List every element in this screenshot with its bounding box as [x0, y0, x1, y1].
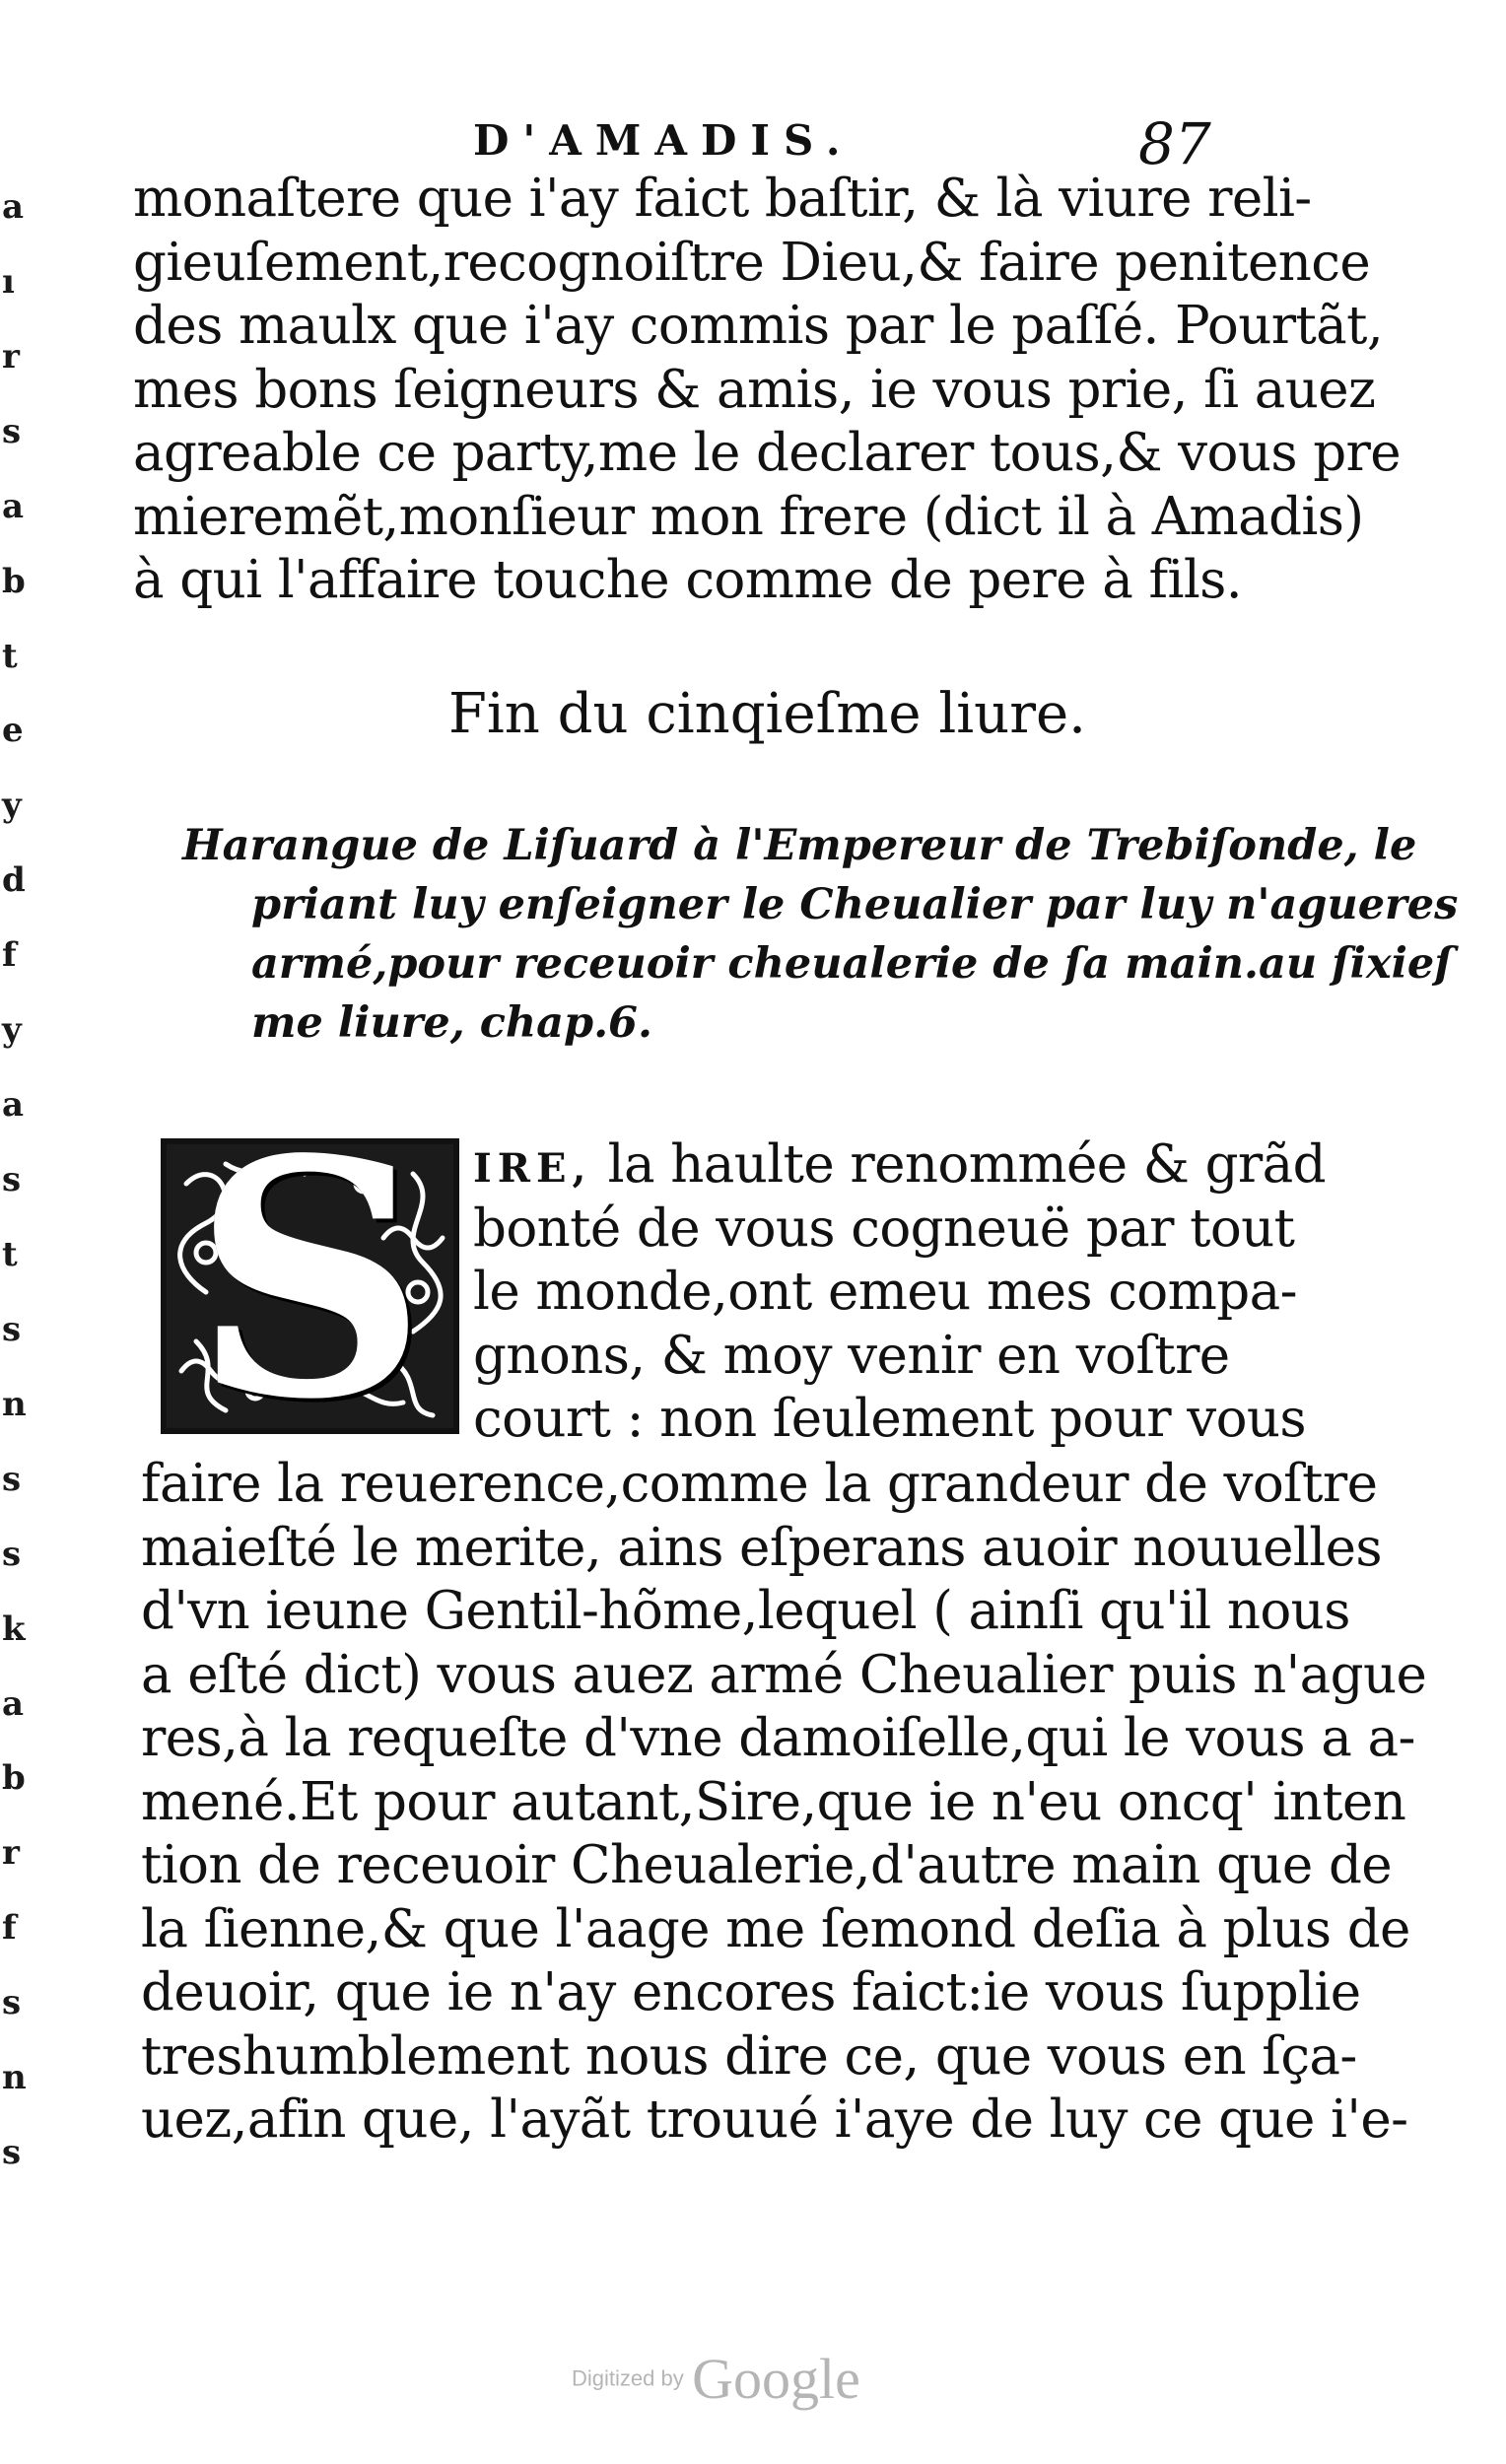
- paragraph-2-beside-cap: [473, 1133, 1326, 1452]
- facing-page-bleed: [0, 187, 30, 2208]
- bleed-glyph: b: [2, 1758, 26, 1799]
- bleed-glyph: a: [2, 1085, 25, 1126]
- digitization-watermark: [572, 2346, 860, 2412]
- bleed-glyph: b: [2, 561, 26, 601]
- bleed-glyph: a: [2, 187, 25, 227]
- dropcap-letter: S: [192, 1138, 428, 1434]
- text-line: deuoir, que ie n'ay encores faict:ie vous ſupplie: [141, 1962, 1361, 2022]
- bleed-glyph: s: [2, 2133, 22, 2173]
- bleed-glyph: n: [2, 2058, 27, 2098]
- text-line: a eſté dict) vous auez armé Cheualier puis n'ague: [141, 1644, 1427, 1705]
- paragraph-1: [133, 168, 1402, 613]
- bleed-glyph: s: [2, 1160, 22, 1200]
- google-logo: Google: [692, 2347, 860, 2411]
- text-line: d'vn ieune Gentil-hõme,lequel ( ainſi qu'il nous: [141, 1581, 1350, 1641]
- chapter-heading: [182, 816, 1459, 1053]
- bleed-glyph: n: [2, 1384, 27, 1424]
- bleed-glyph: ı: [2, 261, 15, 302]
- page-number: 87: [1138, 110, 1211, 177]
- bleed-glyph: f: [2, 1908, 17, 1949]
- text-line: court : non ſeulement pour vous: [473, 1389, 1307, 1449]
- book-explicit: Fin du cinqieſme liure.: [448, 682, 1086, 746]
- opening-word: IRE,: [473, 1145, 592, 1192]
- bleed-glyph: t: [2, 1234, 18, 1274]
- text-line: gnons, & moy venir en voſtre: [473, 1325, 1230, 1386]
- opening-line-rest: la haulte renommée & grãd: [591, 1134, 1326, 1195]
- text-line: mes bons ſeigneurs & amis, ie vous prie, ſi auez: [133, 359, 1376, 420]
- bleed-glyph: k: [2, 1608, 26, 1649]
- text-line: agreable ce party,me le declarer tous,& vous pre: [133, 423, 1402, 483]
- text-line: res,à la requeſte d'vne damoiſelle,qui le vous a a-: [141, 1708, 1415, 1768]
- bleed-glyph: r: [2, 1833, 20, 1874]
- heading-line: me liure, chap.6.: [251, 998, 652, 1048]
- bleed-glyph: a: [2, 486, 25, 526]
- watermark-prefix: Digitized by: [572, 2365, 684, 2391]
- heading-line: priant luy enſeigner le Cheualier par luy n'agueres: [251, 880, 1459, 929]
- text-line: la ſienne,& que l'aage me ſemond deſia à plus de: [141, 1898, 1410, 1959]
- text-line: mené.Et pour autant,Sire,que ie n'eu oncq' inten: [141, 1771, 1406, 1832]
- text-line: treshumblement nous dire ce, que vous en ſça-: [141, 2025, 1357, 2087]
- bleed-glyph: s: [2, 1534, 22, 1574]
- text-line: [473, 1133, 1326, 1198]
- text-line: tion de receuoir Cheualerie,d'autre main que de: [141, 1835, 1393, 1895]
- bleed-glyph: y: [2, 1010, 22, 1051]
- bleed-glyph: s: [2, 1983, 22, 2023]
- text-line: uez,afin que, l'ayãt trouué i'aye de luy ce que i'e-: [141, 2089, 1408, 2150]
- bleed-glyph: s: [2, 1309, 22, 1349]
- bleed-glyph: a: [2, 1683, 25, 1724]
- text-line: bonté de vous cogneuë par tout: [473, 1198, 1295, 1259]
- decorated-initial: [161, 1138, 459, 1434]
- bleed-glyph: s: [2, 411, 22, 451]
- heading-line: Harangue de Liſuard à l'Empereur de Trebiſonde, le: [182, 821, 1417, 870]
- bleed-glyph: d: [2, 860, 26, 901]
- bleed-glyph: e: [2, 711, 24, 751]
- running-head: D'AMADIS.: [473, 116, 855, 165]
- text-line: à qui l'affaire touche comme de pere à fils.: [133, 550, 1243, 610]
- text-line: mieremẽt,monſieur mon frere (dict il à Amadis): [133, 486, 1364, 547]
- bleed-glyph: s: [2, 1459, 22, 1499]
- text-line: monaſtere que i'ay faict baſtir, & là viure reli-: [133, 169, 1312, 229]
- text-line: le monde,ont emeu mes compa-: [473, 1262, 1297, 1322]
- bleed-glyph: f: [2, 935, 17, 976]
- heading-line: armé,pour receuoir cheualerie de ſa main.au ſixieſ: [251, 939, 1453, 989]
- bleed-glyph: y: [2, 786, 22, 826]
- bleed-glyph: r: [2, 336, 20, 376]
- paragraph-2: [141, 1453, 1427, 2153]
- text-line: maieſté le merite, ains eſperans auoir nouuelles: [141, 1517, 1382, 1578]
- bleed-glyph: t: [2, 636, 18, 676]
- text-line: faire la reuerence,comme la grandeur de voſtre: [141, 1454, 1378, 1514]
- text-line: gieuſement,recognoiſtre Dieu,& faire penitence: [133, 232, 1371, 293]
- text-line: des maulx que i'ay commis par le paſſé. Pourtãt,: [133, 296, 1384, 356]
